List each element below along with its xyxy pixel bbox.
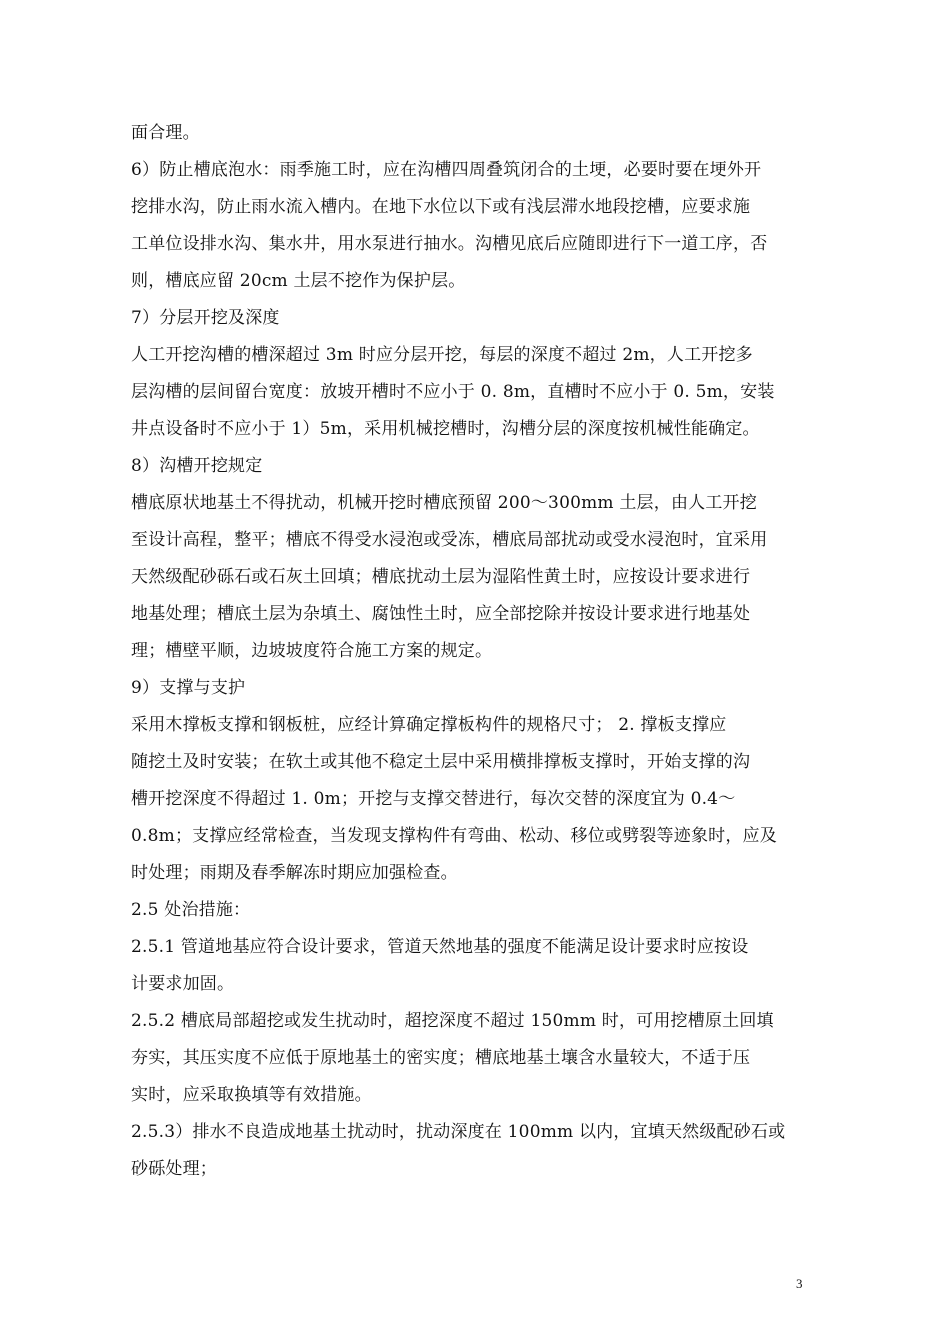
text-line: 6）防止槽底泡水：雨季施工时，应在沟槽四周叠筑闭合的土埂，必要时要在埂外开 bbox=[131, 160, 762, 180]
section-heading: 9）支撑与支护 bbox=[131, 678, 246, 698]
text-line: 2.5.3）排水不良造成地基土扰动时，扰动深度在 100mm 以内，宜填天然级配砂石或 bbox=[131, 1122, 786, 1142]
text-line: 2.5.2 槽底局部超挖或发生扰动时，超挖深度不超过 150mm 时，可用挖槽原土回填 bbox=[131, 1011, 774, 1031]
text-line: 计要求加固。 bbox=[131, 974, 235, 994]
text-line: 层沟槽的层间留台宽度：放坡开槽时不应小于 0. 8m，直槽时不应小于 0. 5m，安装 bbox=[131, 382, 775, 402]
section-heading: 2.5 处治措施： bbox=[131, 900, 251, 920]
text-line: 至设计高程，整平；槽底不得受水浸泡或受冻，槽底局部扰动或受水浸泡时，宜采用 bbox=[131, 530, 768, 550]
text-line: 2.5.1 管道地基应符合设计要求，管道天然地基的强度不能满足设计要求时应按设 bbox=[131, 937, 749, 957]
text-line: 夯实，其压实度不应低于原地基土的密实度；槽底地基土壤含水量较大，不适于压 bbox=[131, 1048, 751, 1068]
section-heading: 7）分层开挖及深度 bbox=[131, 308, 280, 328]
text-line: 挖排水沟，防止雨水流入槽内。在地下水位以下或有浅层滞水地段挖槽，应要求施 bbox=[131, 197, 751, 217]
text-line: 实时，应采取换填等有效措施。 bbox=[131, 1085, 372, 1105]
section-heading: 8）沟槽开挖规定 bbox=[131, 456, 263, 476]
text-line: 采用木撑板支撑和钢板桩，应经计算确定撑板构件的规格尺寸； 2. 撑板支撑应 bbox=[131, 715, 727, 735]
text-line: 理；槽壁平顺，边坡坡度符合施工方案的规定。 bbox=[131, 641, 493, 661]
text-line: 天然级配砂砾石或石灰土回填；槽底扰动土层为湿陷性黄土时，应按设计要求进行 bbox=[131, 567, 751, 587]
text-line: 则，槽底应留 20cm 土层不挖作为保护层。 bbox=[131, 271, 466, 291]
text-line: 0.8m；支撑应经常检查，当发现支撑构件有弯曲、松动、移位或劈裂等迹象时，应及 bbox=[131, 826, 777, 846]
text-line: 工单位设排水沟、集水井，用水泵进行抽水。沟槽见底后应随即进行下一道工序，否 bbox=[131, 234, 768, 254]
text-line: 面合理。 bbox=[131, 123, 200, 143]
text-line: 槽底原状地基土不得扰动，机械开挖时槽底预留 200～300mm 土层，由人工开挖 bbox=[131, 493, 757, 513]
text-line: 随挖土及时安装；在软土或其他不稳定土层中采用横排撑板支撑时，开始支撑的沟 bbox=[131, 752, 751, 772]
text-line: 人工开挖沟槽的槽深超过 3m 时应分层开挖，每层的深度不超过 2m，人工开挖多 bbox=[131, 345, 753, 365]
page-number: 3 bbox=[796, 1276, 803, 1291]
text-line: 时处理；雨期及春季解冻时期应加强检查。 bbox=[131, 863, 458, 883]
text-line: 地基处理；槽底土层为杂填土、腐蚀性土时，应全部挖除并按设计要求进行地基处 bbox=[131, 604, 751, 624]
text-line: 井点设备时不应小于 1）5m，采用机械挖槽时，沟槽分层的深度按机械性能确定。 bbox=[131, 419, 760, 439]
text-line: 砂砾处理； bbox=[131, 1159, 217, 1179]
text-line: 槽开挖深度不得超过 1. 0m；开挖与支撑交替进行，每次交替的深度宜为 0.4～ bbox=[131, 789, 736, 809]
